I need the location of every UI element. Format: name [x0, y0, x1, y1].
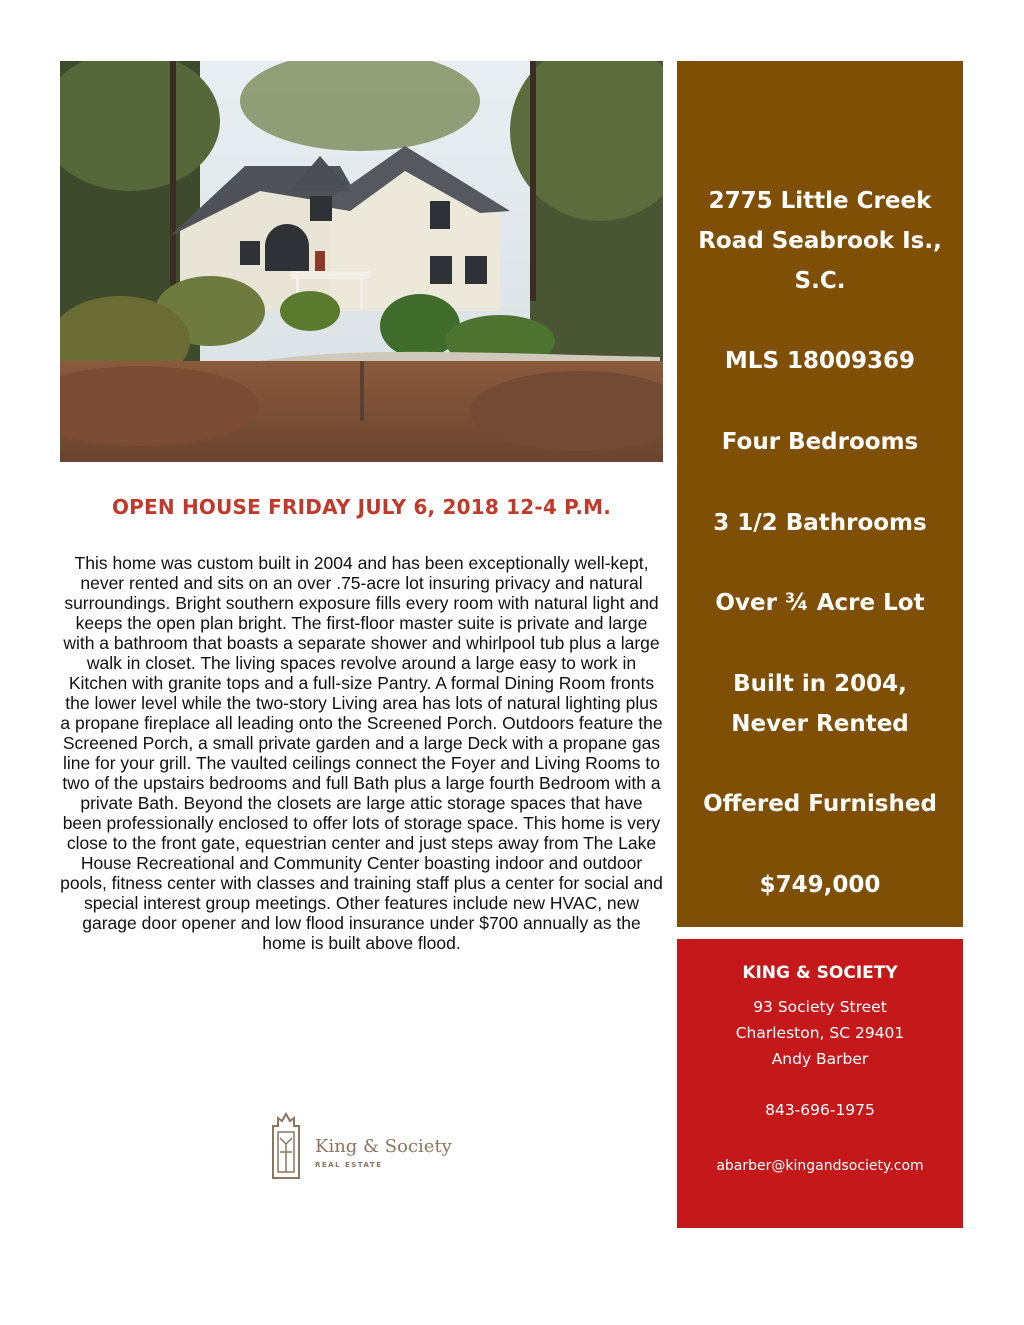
contact-street: 93 Society Street	[753, 998, 887, 1016]
features-panel	[677, 61, 963, 927]
open-house-headline: OPEN HOUSE FRIDAY JULY 6, 2018 12-4 P.M.	[111, 495, 612, 519]
mls-number: MLS 18009369	[724, 348, 916, 374]
company-name: KING & SOCIETY	[742, 963, 898, 983]
brand-subtitle: REAL ESTATE	[315, 1161, 383, 1169]
address-line-3: S.C.	[794, 268, 846, 294]
crown-crest-icon	[270, 1108, 302, 1184]
bedrooms: Four Bedrooms	[721, 429, 919, 455]
bathrooms: 3 1/2 Bathrooms	[713, 510, 927, 536]
agent-name: Andy Barber	[771, 1050, 869, 1068]
brand-logo	[270, 1108, 470, 1188]
offered-furnished: Offered Furnished	[703, 791, 937, 817]
property-description: This home was custom built in 2004 and has been exceptionally well-kept, never rented and sits on an over .75-acre lot insuring privacy and natural surroundings. Bright southern exposure fills every room with natural light and keeps the open plan bright. The first-floor master suite is private and large with a bathroom that boasts a separate shower and whirlpool tub plus a large walk in closet. The living spaces revolve around a large easy to work in Kitchen with granite tops and a full-size Pantry. A formal Dining Room fronts the lower level while the two-story Living area has lots of natural lighting plus a propane fireplace all leading onto the Screened Porch. Outdoors feature the Screened Porch, a small private garden and a large Deck with a propane gas line for your grill. The vaulted ceilings connect the Foyer and Living Rooms to two of the upstairs bedrooms and full Bath plus a large fourth Bedroom with a private Bath. Beyond the closets are large attic storage spaces that have been professionally enclosed to offer lots of storage space. This home is very close to the front gate, equestrian center and just steps away from The Lake House Recreational and Community Center boasting indoor and outdoor pools, fitness center with classes and training staff plus a center for social and special interest group meetings. Other features include new HVAC, new garage door opener and low flood insurance under $700 annually as the home is built above flood.	[60, 553, 663, 953]
price: $749,000	[759, 872, 881, 898]
contact-panel	[677, 939, 963, 1228]
house-photo	[60, 61, 663, 462]
never-rented: Never Rented	[731, 711, 909, 737]
built-year: Built in 2004,	[733, 671, 907, 697]
address-line-1: 2775 Little Creek	[708, 188, 932, 214]
address-line-2: Road Seabrook Is.,	[698, 228, 942, 254]
lot-size: Over ¾ Acre Lot	[715, 590, 925, 616]
contact-city: Charleston, SC 29401	[735, 1024, 905, 1042]
contact-email[interactable]: abarber@kingandsociety.com	[716, 1158, 924, 1174]
contact-phone[interactable]: 843-696-1975	[765, 1101, 875, 1119]
brand-name: King & Society	[315, 1136, 452, 1157]
